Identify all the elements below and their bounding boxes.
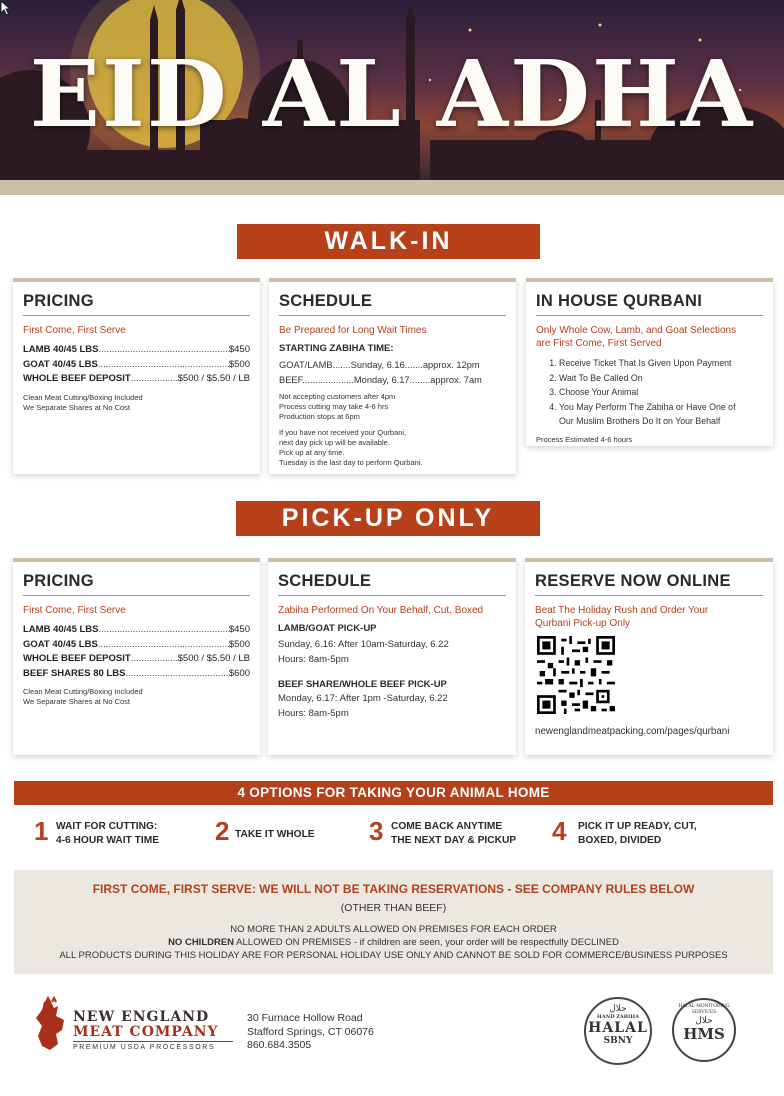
qr-code-icon[interactable]	[537, 636, 615, 714]
divider	[279, 315, 506, 316]
option-text: WAIT FOR CUTTING:	[56, 821, 158, 832]
rules-line: NO MORE THAN 2 ADULTS ALLOWED ON PREMISES FOR EACH ORDER	[230, 924, 557, 935]
list-item: 4. You May Perform The Zabiha or Have One of	[559, 400, 763, 415]
price-row: WHOLE BEEF DEPOSIT ..... $500 / $5.50 / LB	[23, 372, 250, 387]
walk-in-pricing-card	[13, 278, 260, 474]
option-text: PICK IT UP READY, CUT,	[578, 821, 697, 832]
qurbani-note: Process Estimated 4-6 hours	[536, 434, 633, 444]
pickup-heading: LAMB/GOAT PICK-UP	[278, 623, 377, 634]
hero-title: EID AL ADHA	[29, 40, 755, 148]
card-subtitle: Beat The Holiday Rush and Order Your	[535, 605, 709, 616]
divider	[535, 595, 763, 596]
option-number: 3	[369, 816, 384, 846]
rules-line: ALL PRODUCTS DURING THIS HOLIDAY ARE FOR PERSONAL HOLIDAY USE ONLY AND CANNOT BE SOLD FOR COMMERCE/BUSINESS PURPOSES	[59, 950, 728, 961]
card-title: SCHEDULE	[278, 572, 372, 590]
mouse-cursor-icon	[0, 0, 12, 16]
qurbani-steps	[536, 356, 763, 414]
card-subtitle: Only Whole Cow, Lamb, and Goat Selections	[536, 325, 737, 336]
card-subtitle: Zabiha Performed On Your Behalf, Cut, Boxed	[278, 605, 484, 616]
pricing-note: We Separate Shares at No Cost	[23, 402, 130, 412]
options-row	[34, 816, 774, 856]
schedule-note: Production stops at 6pm	[279, 412, 360, 421]
option-number: 1	[34, 816, 49, 846]
card-title: IN HOUSE QURBANI	[536, 292, 703, 310]
card-title: PRICING	[23, 292, 94, 310]
schedule-note: Process cutting may take 4-6 hrs	[279, 402, 389, 411]
option-text: 4-6 HOUR WAIT TIME	[56, 835, 160, 846]
reserve-online-card	[525, 558, 773, 755]
list-item-continuation: Our Muslim Brothers Do It on Your Behalf	[559, 416, 721, 426]
pickup-heading: BEEF SHARE/WHOLE BEEF PICK-UP	[278, 679, 447, 690]
schedule-note: Pick up at any time.	[279, 448, 345, 457]
card-subtitle: Qurbani Pick-up Only	[535, 618, 631, 629]
list-item: 1. Receive Ticket That Is Given Upon Payment	[559, 356, 763, 371]
schedule-line: GOAT/LAMB.......Sunday, 6.16.......approx. 12pm	[279, 360, 480, 370]
schedule-note: next day pick up will be available.	[279, 438, 390, 447]
schedule-note: Not accepting customers after 4pm	[279, 392, 396, 401]
option-item	[215, 816, 365, 856]
hero-divider	[0, 180, 784, 195]
rules-line: NO CHILDREN ALLOWED ON PREMISES - if children are seen, your order will be respectfully DECLINED	[168, 937, 619, 948]
price-row: GOAT 40/45 LBS ..... $500	[23, 358, 250, 373]
price-row: WHOLE BEEF DEPOSIT ..... $500 / $5.50 / LB	[23, 652, 250, 667]
company-address: 30 Furnace Hollow Road Stafford Springs, CT 06076 860.684.3505	[247, 1012, 374, 1051]
price-row: LAMB 40/45 LBS ..... $450	[23, 623, 250, 638]
card-subtitle: First Come, First Serve	[23, 325, 126, 336]
walk-in-banner: WALK-IN	[237, 224, 540, 259]
company-logo-icon	[34, 996, 70, 1052]
company-name: NEW ENGLAND MEAT COMPANY	[73, 1009, 219, 1040]
hms-seal-icon: HALAL MONITORING SERVICES حلال HMS	[672, 998, 736, 1062]
rules-headline: FIRST COME, FIRST SERVE: WE WILL NOT BE TAKING RESERVATIONS - SEE COMPANY RULES BELOW	[92, 882, 695, 896]
logo-divider	[73, 1041, 233, 1042]
list-item: 2. Wait To Be Called On	[559, 371, 763, 386]
hero-banner	[0, 0, 784, 180]
pickup-line: Sunday, 6.16: After 10am-Saturday, 6.22	[278, 639, 449, 650]
option-text: THE NEXT DAY & PICKUP	[391, 835, 517, 846]
pickup-line: Hours: 8am-5pm	[278, 654, 349, 665]
schedule-note: If you have not received your Qurbani,	[279, 428, 407, 437]
card-subtitle: First Come, First Serve	[23, 605, 126, 616]
option-number: 2	[215, 816, 230, 846]
pricing-note: Clean Meat Cutting/Boxing Included	[23, 392, 143, 402]
schedule-line: BEEF....................Monday, 6.17........approx. 7am	[279, 375, 482, 385]
phone-number[interactable]: 860.684.3505	[247, 1039, 312, 1051]
reserve-url-link[interactable]: newenglandmeatpacking.com/pages/qurbani	[535, 726, 730, 737]
pick-up-schedule-card	[268, 558, 516, 755]
in-house-qurbani-card	[526, 278, 773, 446]
walk-in-schedule-card	[269, 278, 516, 474]
price-row: LAMB 40/45 LBS ..... $450	[23, 343, 250, 358]
card-subtitle: Be Prepared for Long Wait Times	[279, 325, 427, 336]
option-item	[552, 816, 752, 856]
pricing-note: We Separate Shares at No Cost	[23, 697, 130, 706]
card-title: SCHEDULE	[279, 292, 373, 310]
card-title: RESERVE NOW ONLINE	[535, 572, 731, 590]
pick-up-pricing-card	[13, 558, 260, 755]
option-item	[369, 816, 549, 856]
option-text: COME BACK ANYTIME	[391, 821, 503, 832]
pricing-note: Clean Meat Cutting/Boxing Included	[23, 687, 143, 696]
company-tagline: PREMIUM USDA PROCESSORS	[73, 1044, 216, 1051]
options-banner: 4 OPTIONS FOR TAKING YOUR ANIMAL HOME	[14, 781, 773, 805]
card-subtitle: are First Come, First Served	[536, 338, 662, 349]
divider	[23, 595, 250, 596]
schedule-note: Tuesday is the last day to perform Qurbani.	[279, 458, 423, 467]
pickup-line: Hours: 8am-5pm	[278, 708, 349, 719]
pickup-line: Monday, 6.17: After 1pm -Saturday, 6.22	[278, 693, 448, 704]
divider	[23, 315, 250, 316]
company-rules-box	[14, 870, 773, 974]
option-number: 4	[552, 816, 567, 846]
option-text: TAKE IT WHOLE	[235, 829, 315, 840]
halal-sbny-seal-icon: حلال HAND ZABIHA HALAL SBNY	[584, 997, 652, 1065]
price-row: GOAT 40/45 LBS ..... $500	[23, 638, 250, 653]
card-title: PRICING	[23, 572, 94, 590]
option-item	[34, 816, 214, 856]
divider	[536, 315, 763, 316]
pick-up-banner: PICK-UP ONLY	[236, 501, 540, 536]
price-row: BEEF SHARES 80 LBS ..... $600	[23, 667, 250, 682]
divider	[278, 595, 506, 596]
list-item: 3. Choose Your Animal	[559, 385, 763, 400]
schedule-heading: STARTING ZABIHA TIME:	[279, 343, 394, 354]
rules-subline: (OTHER THAN BEEF)	[340, 902, 447, 914]
option-text: BOXED, DIVIDED	[578, 835, 662, 846]
